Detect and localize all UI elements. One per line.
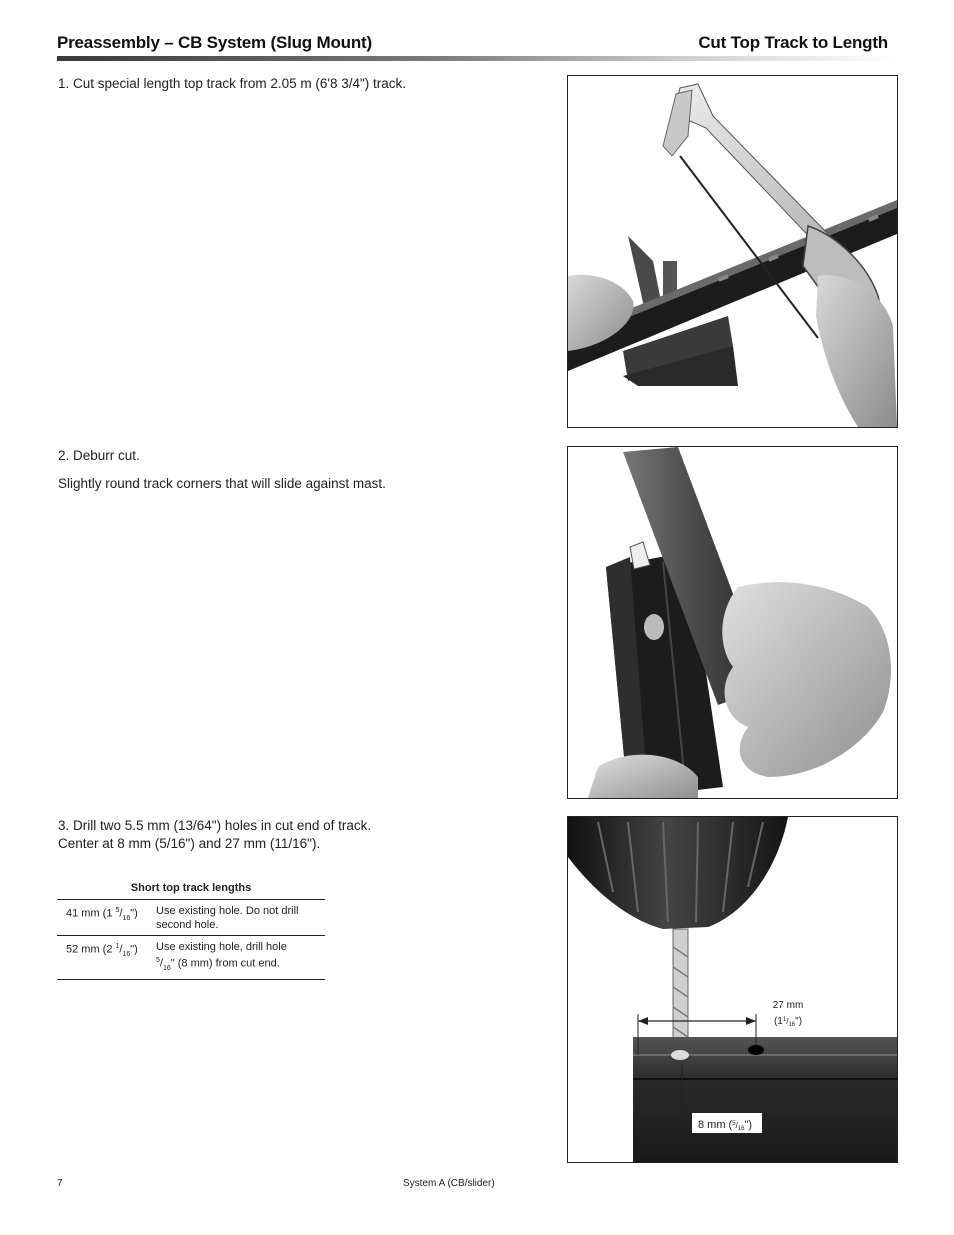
table-caption: Short top track lengths	[57, 882, 325, 900]
step-1-text: 1. Cut special length top track from 2.05 m (6'8 3/4") track.	[58, 76, 407, 91]
short-track-table	[57, 882, 325, 980]
step-3-line1: 3. Drill two 5.5 mm (13/64") holes in cut end of track.	[58, 818, 372, 833]
dimension-27mm-label: 27 mm	[772, 1000, 804, 1011]
step-3-line2: Center at 8 mm (5/16") and 27 mm (11/16").	[58, 836, 321, 851]
row-description: Use existing hole. Do not drill second hole.	[156, 905, 299, 931]
hacksaw-illustration	[568, 76, 897, 427]
step-2-note: Slightly round track corners that will slide against mast.	[58, 476, 386, 491]
photo-cutting-track	[567, 75, 898, 428]
dimension-8mm-label: 8 mm ($^5_/$16")	[698, 1119, 753, 1132]
page-number: 7	[57, 1178, 63, 1189]
step-2-text: 2. Deburr cut.	[58, 448, 140, 463]
file-illustration	[568, 447, 897, 798]
section-title: Preassembly – CB System (Slug Mount)	[57, 33, 372, 52]
row-description: Use existing hole, drill hole $^5/_{16}$" (8 mm) from cut end.	[156, 941, 287, 972]
document-name: System A (CB/slider)	[403, 1178, 495, 1189]
page-title: Cut Top Track to Length	[698, 33, 888, 52]
photo-drill-holes	[567, 816, 898, 1163]
row-length: 41 mm (1 $^5/_{16}$")	[66, 907, 138, 922]
row-length: 52 mm (2 $^1/_{16}$")	[66, 943, 138, 958]
photo-deburr-track	[567, 446, 898, 799]
header-rule	[57, 56, 897, 61]
table-row	[57, 936, 325, 980]
drill-illustration	[568, 817, 897, 1162]
dimension-27mm-inch-label: $(1^1_{/16}")$	[773, 1016, 803, 1028]
table-row	[57, 900, 325, 936]
